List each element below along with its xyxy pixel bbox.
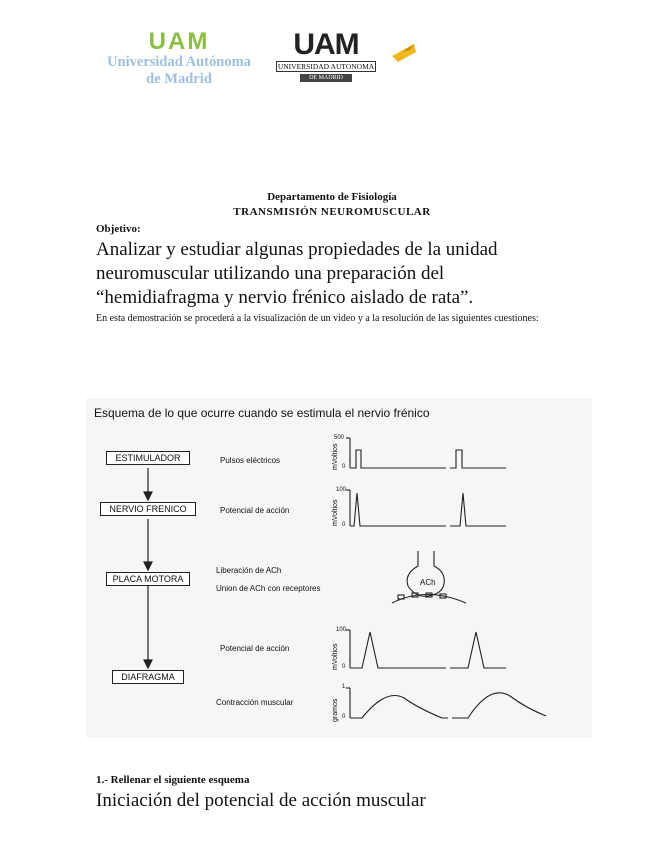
yaxis-mv-1: mVoltios	[332, 443, 339, 470]
uam-logo-mark: UAM	[148, 28, 210, 55]
box-diafragma: DIAFRAGMA	[112, 670, 184, 684]
tick-0-c: 0	[342, 664, 346, 670]
document-title: TRANSMISIÓN NEUROMUSCULAR	[233, 206, 431, 218]
diagram-graphics	[86, 398, 592, 738]
pulse-trace	[346, 438, 506, 468]
label-ap-muscle: Potencial de acción	[220, 644, 290, 653]
tick-0-b: 0	[342, 522, 346, 528]
uam-seal-line1: UNIVERSIDAD AUTONOMA	[277, 62, 375, 71]
contraction-trace	[346, 688, 546, 718]
yaxis-mv-2: mVoltios	[332, 499, 339, 526]
uam-seal-line2: DE MADRID	[300, 74, 352, 82]
tick-0-a: 0	[342, 464, 346, 470]
tick-500: 500	[334, 435, 345, 441]
uam-logo-left	[98, 30, 260, 96]
label-ach-union: Union de ACh con receptores	[216, 584, 321, 593]
muscle-ap-trace	[346, 630, 506, 668]
intro-text: En esta demostración se procederá a la visualización de un video y a la resolución de las siguientes cuestiones:	[96, 313, 539, 324]
tick-100-a: 100	[336, 487, 347, 493]
department-name: Departamento de Fisiología	[267, 191, 397, 203]
objective-label: Objetivo:	[96, 223, 141, 235]
label-contraction: Contracción muscular	[216, 698, 294, 707]
uam-logo-name-line2: de Madrid	[146, 71, 212, 87]
synapse-drawing	[392, 551, 466, 603]
label-ach-release: Liberación de ACh	[216, 566, 282, 575]
flow-arrows	[144, 468, 152, 668]
uam-seal-mark: UAM	[293, 28, 359, 61]
box-nervio-frenico: NERVIO FRENICO	[100, 502, 196, 516]
question-1: 1.- Rellenar el siguiente esquema	[96, 774, 250, 786]
stimulation-diagram	[86, 398, 592, 738]
tick-100-b: 100	[336, 627, 347, 633]
uam-logo-right	[270, 30, 382, 80]
label-ach-vesicle: ACh	[420, 578, 436, 587]
objective-text: Analizar y estudiar algunas propiedades de la unidad neuromuscular utilizando una preparación del “hemidiafragma y nervio frénico aislado de rata”.	[96, 239, 498, 308]
uam-emblem-icon	[390, 42, 418, 64]
label-pulses: Pulsos eléctricos	[220, 456, 281, 465]
yaxis-mv-3: mVoltios	[332, 643, 339, 670]
box-placa-motora: PLACA MOTORA	[106, 572, 190, 586]
tick-1: 1	[342, 684, 346, 690]
nerve-ap-trace	[346, 490, 506, 526]
tick-0-d: 0	[342, 714, 346, 720]
diagram-title: Esquema de lo que ocurre cuando se estimula el nervio frénico	[94, 406, 430, 420]
section-subtitle: Iniciación del potencial de acción muscular	[96, 790, 426, 811]
label-ap-nerve: Potencial de acción	[220, 506, 290, 515]
yaxis-grams: gramos	[332, 698, 339, 722]
uam-logo-name-line1: Universidad Autónoma	[107, 54, 251, 70]
box-estimulador: ESTIMULADOR	[106, 451, 190, 465]
